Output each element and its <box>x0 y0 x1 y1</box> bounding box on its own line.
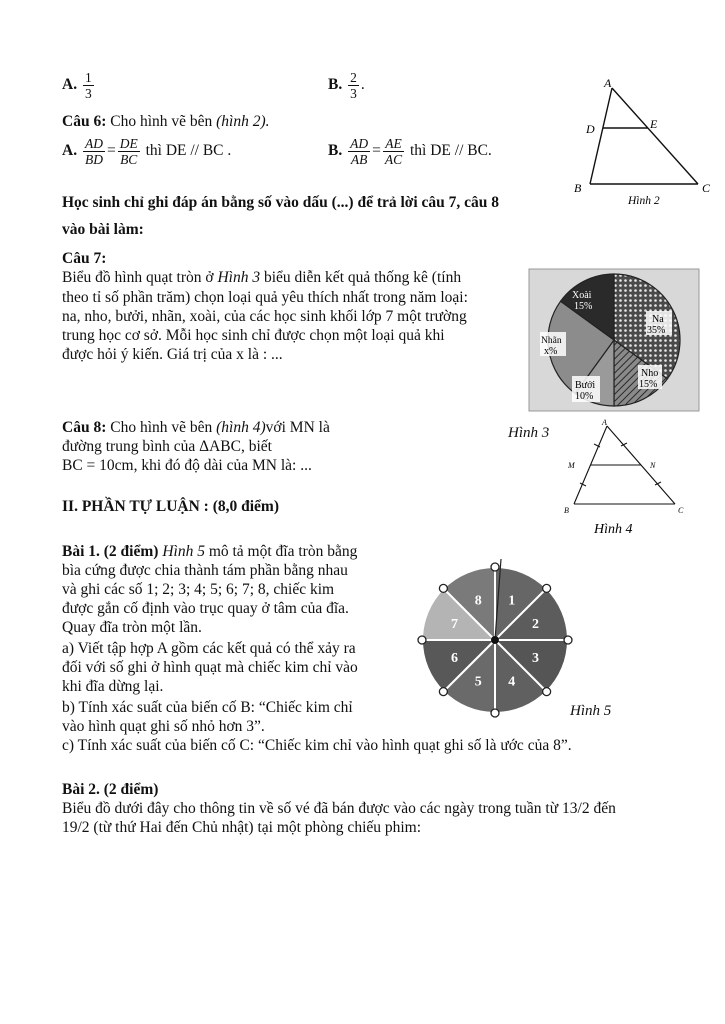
q6-option-a: A. $\frac{AD}{BD}$ = $\frac{DE}{BC}$ thì DE // BC . <box>62 136 232 167</box>
bai1-line-7: đối với số ghi ở hình quạt mà chiếc kim chỉ vào <box>62 659 358 676</box>
question-number: Câu 6: <box>62 113 107 130</box>
exercise-title: Bài 2. (2 điểm) <box>62 781 159 798</box>
boundary-dot <box>564 636 572 644</box>
label-nho-pct: 15% <box>639 379 658 390</box>
spinner-disc <box>418 559 572 717</box>
label-buoi: Bưởi <box>575 380 596 391</box>
q7-text-line-5: được hỏi ý kiến. Giá trị của x là : ... <box>62 346 283 363</box>
vertex-d: D <box>586 122 595 136</box>
figure-5-caption: Hình 5 <box>570 703 612 719</box>
option-label: B. <box>328 76 343 94</box>
q7-text-line-2: theo tỉ số phần trăm) chọn loại quả yêu thích nhất trong năm loại: <box>62 289 468 306</box>
boundary-dot <box>418 636 426 644</box>
bai1-line-5: Quay đĩa tròn một lần. <box>62 619 202 636</box>
question-number: Câu 8: <box>62 419 107 436</box>
fraction: $\frac{1}{3}$ <box>84 70 92 101</box>
label-nhan: Nhãn <box>541 336 562 346</box>
vertex-n: N <box>650 461 656 470</box>
option-label: B. <box>328 142 343 160</box>
figure-3-pie-chart <box>528 268 700 412</box>
boundary-dot <box>439 688 447 696</box>
instruction-line-1: Học sinh chỉ ghi đáp án bằng số vào dấu (...) để trả lời câu 7, câu 8 <box>62 194 500 211</box>
exercise-title: Bài 1. (2 điểm) <box>62 543 159 560</box>
bai2-line-1: Biểu đồ dưới đây cho thông tin về số vé đã bán được vào các ngày trong tuần từ 13/2 đến <box>62 800 616 817</box>
option-label: A. <box>62 142 78 160</box>
label-xoai: Xoài <box>572 290 592 301</box>
spinner-number-4: 4 <box>508 674 516 690</box>
figure-3-caption: Hình 3 <box>508 425 550 441</box>
spinner-number-7: 7 <box>451 617 459 633</box>
vertex-a: A <box>602 418 607 427</box>
figure-caption: Hình 2 <box>628 195 660 207</box>
q8-text-line-3: BC = 10cm, khi đó độ dài của MN là: ... <box>62 457 312 474</box>
boundary-dot <box>543 584 551 592</box>
label-na: Na <box>652 314 664 325</box>
q7-text-line-3: na, nho, bưởi, nhãn, xoài, của các học sinh khối lớp 7 một trường <box>62 308 467 325</box>
q8-text-line-1: Câu 8: Cho hình vẽ bên (hình 4)với MN là <box>62 419 330 436</box>
vertex-a: A <box>604 76 612 90</box>
q8-text-line-2: đường trung bình của ΔABC, biết <box>62 438 272 455</box>
boundary-dot <box>491 709 499 717</box>
figure-5-spinner <box>410 555 580 725</box>
question-number: Câu 7: <box>62 250 107 267</box>
part-2-title: II. PHẦN TỰ LUẬN : (8,0 điểm) <box>62 498 279 515</box>
vertex-b: B <box>574 181 582 195</box>
spinner-number-3: 3 <box>531 650 539 666</box>
spinner-number-6: 6 <box>451 650 459 666</box>
q5-option-b: B. $\frac{2}{3}$ . <box>328 70 365 101</box>
bai1-line-2: bìa cứng được chia thành tám phần bằng nhau <box>62 562 348 579</box>
label-nho: Nho <box>641 368 659 379</box>
bai1-line-4: được gắn cố định vào trục quay ở tâm của đĩa. <box>62 600 349 617</box>
bai1-line-9: b) Tính xác suất của biến cố B: “Chiếc kim chỉ <box>62 699 353 716</box>
figure-4-triangle <box>560 418 690 536</box>
side-ac <box>612 88 698 184</box>
spinner-number-5: 5 <box>474 674 482 690</box>
spinner-number-8: 8 <box>474 593 482 609</box>
figure-caption: Hình 4 <box>594 522 633 536</box>
label-xoai-pct: 15% <box>574 301 593 312</box>
q6-question: Câu 6: Cho hình vẽ bên (hình 2). <box>62 113 270 130</box>
boundary-dot <box>543 688 551 696</box>
q7-text-line-1: Biểu đồ hình quạt tròn ở Hình 3 biểu diễn kết quả thống kê (tính <box>62 269 462 286</box>
vertex-b: B <box>564 506 569 515</box>
q7-text-line-4: trung học cơ sở. Mỗi học sinh chỉ được chọn một loại quả khi <box>62 327 445 344</box>
bai1-line-3: và ghi các số 1; 2; 3; 4; 5; 6; 7; 8, chiếc kim <box>62 581 335 598</box>
label-buoi-pct: 10% <box>575 391 594 402</box>
label-na-pct: 35% <box>647 325 666 336</box>
vertex-e: E <box>650 117 658 131</box>
q6-option-b: B. $\frac{AD}{AB}$ = $\frac{AE}{AC}$ thì DE // BC. <box>328 136 492 167</box>
bai1-line-6: a) Viết tập hợp A gồm các kết quả có thể xảy ra <box>62 640 356 657</box>
boundary-dot <box>491 563 499 571</box>
spinner-axis <box>491 636 499 644</box>
bai1-line-8: khi đĩa dừng lại. <box>62 678 164 695</box>
label-nhan-pct: x% <box>544 346 558 357</box>
bai1-line-11: c) Tính xác suất của biến cố C: “Chiếc kim chỉ vào hình quạt ghi số là ước của 8”. <box>62 737 572 754</box>
boundary-dot <box>439 584 447 592</box>
q5-option-a <box>62 70 96 101</box>
side-ab <box>590 88 612 184</box>
fraction: $\frac{2}{3}$ <box>350 70 357 101</box>
fraction: $\frac{AD}{BD}$ <box>84 136 103 167</box>
spinner-number-2: 2 <box>531 617 539 633</box>
option-label: A. <box>62 76 78 94</box>
vertex-m: M <box>568 461 575 470</box>
figure-2-triangle <box>570 76 720 211</box>
fraction: $\frac{DE}{BC}$ <box>119 136 138 167</box>
bai2-line-2: 19/2 (từ thứ Hai đến Chủ nhật) tại một phòng chiếu phim: <box>62 819 422 836</box>
spinner-number-1: 1 <box>508 593 516 609</box>
bai1-line-10: vào hình quạt ghi số nhỏ hơn 3”. <box>62 718 265 735</box>
vertex-c: C <box>678 506 684 515</box>
fraction: $\frac{AD}{AB}$ <box>350 136 369 167</box>
bai1-line-1: Bài 1. (2 điểm) Hình 5 mô tả một đĩa tròn bằng <box>62 543 358 560</box>
instruction-line-2: vào bài làm: <box>62 221 144 238</box>
vertex-c: C <box>702 181 711 195</box>
fraction: $\frac{AE}{AC}$ <box>384 136 403 167</box>
